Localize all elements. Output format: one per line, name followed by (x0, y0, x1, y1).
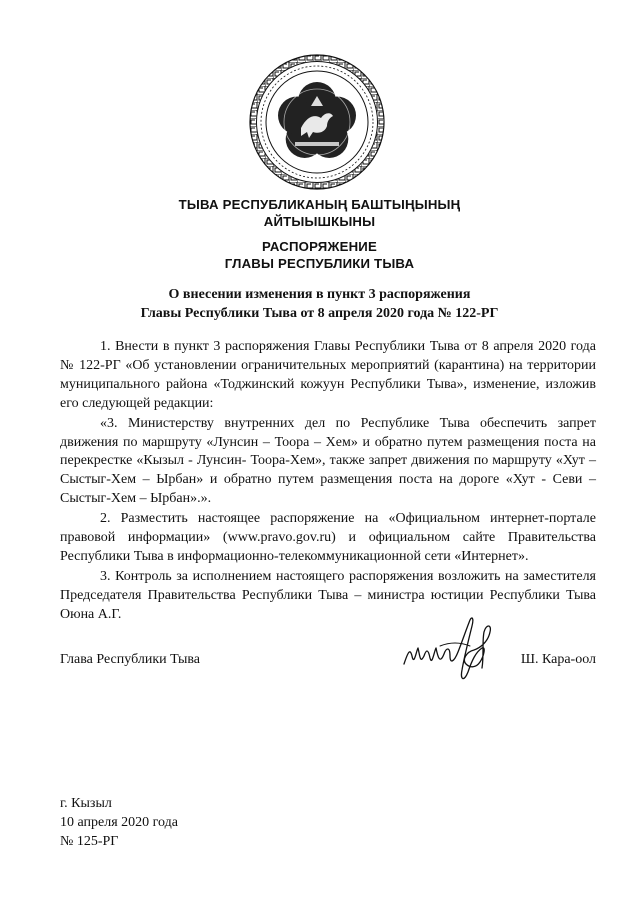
header-line-1: ТЫВА РЕСПУБЛИКАНЫҢ БАШТЫҢЫНЫҢ (178, 197, 461, 212)
header-line-3: РАСПОРЯЖЕНИЕ (262, 239, 377, 254)
footer-date: 10 апреля 2020 года (60, 815, 178, 830)
footer-city: г. Кызыл (60, 796, 112, 811)
signatory-name: Ш. Кара-оол (520, 652, 596, 667)
paragraph-3: 2. Разместить настоящее распоряжение на «Официальном интернет-портале правовой информации» (www.pravo.gov.ru) и официальном сайте Правительства Республики Тыва в информационно-телекоммуникационной сети «Интернет». (60, 511, 596, 564)
tuva-coat-of-arms-icon (249, 54, 385, 190)
footer-number: № 125-РГ (60, 834, 119, 849)
header-line-2: АЙТЫЫШКЫНЫ (263, 214, 376, 229)
signatory-position: Глава Республики Тыва (60, 652, 201, 667)
header-line-4: ГЛАВЫ РЕСПУБЛИКИ ТЫВА (224, 256, 415, 271)
paragraph-1: 1. Внести в пункт 3 распоряжения Главы Республики Тыва от 8 апреля 2020 года № 122-РГ «Об установлении ограничительных мероприятий (карантина) на территории муниципального района «Тоджинский кожуун Республики Тыва», изменение, изложив его следующей редакции: (60, 339, 596, 411)
signature-block (60, 652, 596, 672)
paragraph-4: 3. Контроль за исполнением настоящего распоряжения возложить на заместителя Председателя Правительства Республики Тыва – министра юстиции Республики Тыва Оюна А.Г. (60, 568, 596, 622)
handwritten-signature (400, 612, 500, 684)
document-title-line-1: О внесении изменения в пункт 3 распоряжения (168, 287, 471, 302)
header-title (0, 196, 639, 230)
header-subtitle (0, 238, 639, 272)
document-footer (60, 794, 178, 851)
paragraph-2: «3. Министерству внутренних дел по Республике Тыва обеспечить запрет движения по маршруту «Лунсин – Тоора – Хем» и обратно путем размещения поста на перекрестке «Кызыл - Лунсин- Тоора-Хем», также запрет движения по маршруту «Хут – Сыстыг-Хем – Ырбан» и обратно путем размещения поста на дороге «Хут - Севи – Сыстыг-Хем – Ырбан».». (60, 415, 596, 507)
document-title (0, 285, 639, 323)
document-title-line-2: Главы Республики Тыва от 8 апреля 2020 года № 122-РГ (140, 306, 499, 321)
document-body (60, 338, 596, 625)
